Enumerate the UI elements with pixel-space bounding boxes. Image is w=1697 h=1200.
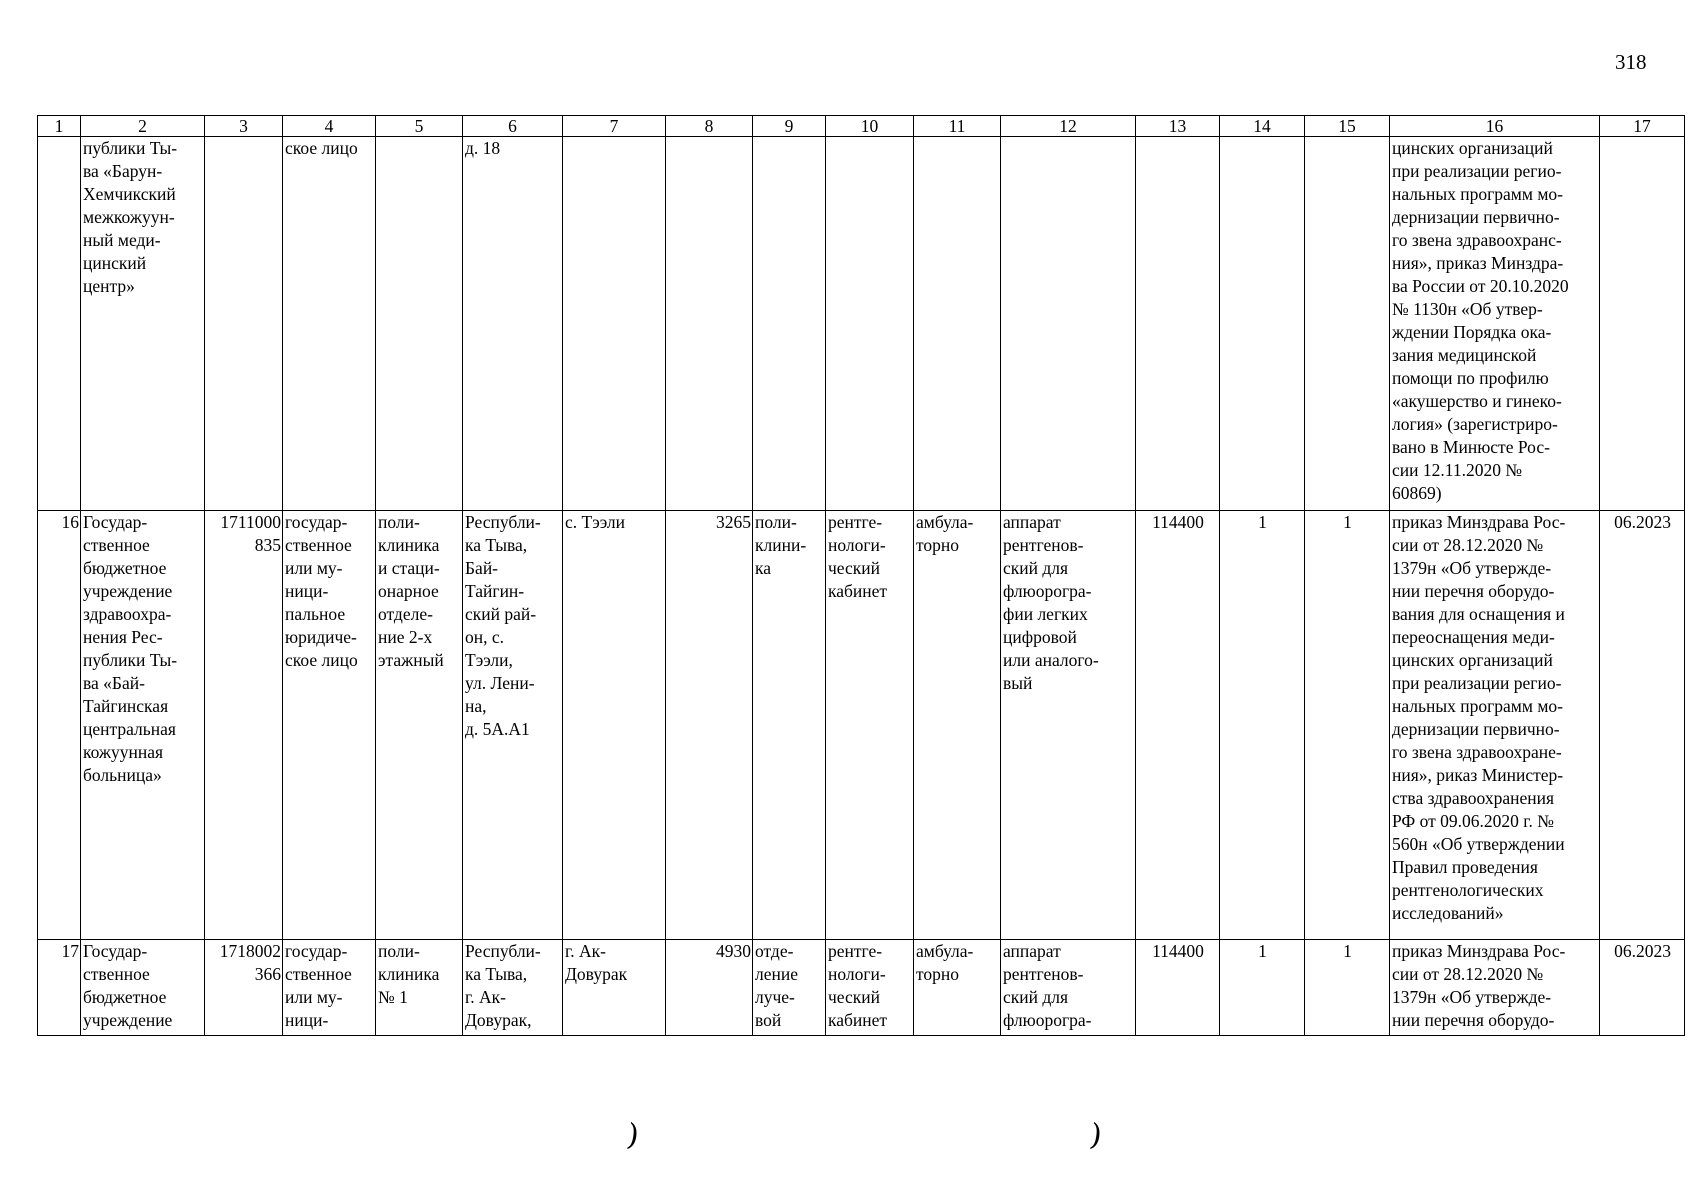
organization-cell: публики Ты- ва «Барун- Хемчикский межкожуун- ный меди- цинский центр» — [81, 137, 205, 511]
data-table — [37, 115, 1685, 1036]
department-cell — [753, 137, 826, 511]
row-number-cell — [38, 137, 81, 511]
locality-cell: с. Тээли — [563, 511, 666, 940]
date-cell: 06.2023 — [1600, 511, 1685, 940]
header-cell: 4 — [283, 116, 376, 137]
quantity-cell — [1220, 137, 1305, 511]
address-cell: д. 18 — [463, 137, 563, 511]
header-cell: 5 — [376, 116, 463, 137]
quantity-cell — [1305, 137, 1390, 511]
header-cell: 15 — [1305, 116, 1390, 137]
facility-type-cell: поли- клиника № 1 — [376, 940, 463, 1036]
population-cell: 4930 — [666, 940, 753, 1036]
code-cell — [1136, 137, 1220, 511]
legal-form-cell: государ- ственное или му- ници- — [283, 940, 376, 1036]
population-cell — [666, 137, 753, 511]
header-cell: 9 — [753, 116, 826, 137]
code-cell: 114400 — [1136, 511, 1220, 940]
header-cell: 2 — [81, 116, 205, 137]
row-number-cell: 16 — [38, 511, 81, 940]
population-cell: 3265 — [666, 511, 753, 940]
table-row — [38, 511, 1685, 940]
handwritten-mark: ) — [624, 1117, 642, 1154]
address-cell: Республи- ка Тыва, г. Ак- Довурак, — [463, 940, 563, 1036]
room-cell — [826, 137, 914, 511]
care-mode-cell: амбула- торно — [914, 940, 1001, 1036]
regulation-cell: цинских организаций при реализации регио- нальных программ мо- дернизации первично- го звена здравоохранс- ния», приказ Минздра- ва России от 20.10.2020 № 1130н «Об утвер- ждении Порядка ока- зания медицинской помощи по профилю «акушерство и гинеко- логия» (зарегистриро- вано в Минюсте Рос- сии 12.11.2020 № 60869) — [1390, 137, 1600, 511]
header-cell: 8 — [666, 116, 753, 137]
department-cell: поли- клини- ка — [753, 511, 826, 940]
handwritten-mark: ) — [1087, 1117, 1105, 1154]
legal-form-cell: государ- ственное или му- ници- пальное юридиче- ское лицо — [283, 511, 376, 940]
equipment-cell: аппарат рентгенов- ский для флюорогра- фии легких цифровой или аналого- вый — [1001, 511, 1136, 940]
header-cell: 6 — [463, 116, 563, 137]
header-cell: 11 — [914, 116, 1001, 137]
room-cell: рентге- нологи- ческий кабинет — [826, 940, 914, 1036]
header-cell: 1 — [38, 116, 81, 137]
address-cell: Республи- ка Тыва, Бай- Тайгин- ский рай- он, с. Тээли, ул. Лени- на, д. 5А.А1 — [463, 511, 563, 940]
locality-cell: г. Ак- Довурак — [563, 940, 666, 1036]
header-cell: 14 — [1220, 116, 1305, 137]
ogrn-cell — [205, 137, 283, 511]
quantity-cell: 1 — [1220, 511, 1305, 940]
department-cell: отде- ление луче- вой — [753, 940, 826, 1036]
quantity-cell: 1 — [1305, 511, 1390, 940]
header-cell: 16 — [1390, 116, 1600, 137]
regulation-cell: приказ Минздрава Рос- сии от 28.12.2020 № 1379н «Об утвержде- нии перечня оборудо- — [1390, 940, 1600, 1036]
code-cell: 114400 — [1136, 940, 1220, 1036]
room-cell: рентге- нологи- ческий кабинет — [826, 511, 914, 940]
equipment-cell — [1001, 137, 1136, 511]
row-number-cell: 17 — [38, 940, 81, 1036]
ogrn-cell: 1718002 366 — [205, 940, 283, 1036]
care-mode-cell — [914, 137, 1001, 511]
legal-form-cell: ское лицо — [283, 137, 376, 511]
table-row — [38, 940, 1685, 1036]
equipment-cell: аппарат рентгенов- ский для флюорогра- — [1001, 940, 1136, 1036]
locality-cell — [563, 137, 666, 511]
regulation-cell: приказ Минздрава Рос- сии от 28.12.2020 № 1379н «Об утвержде- нии перечня оборудо- вания для оснащения и переоснащения меди- цинских организаций при реализации регио- нальных программ мо- дернизации первично- го звена здравоохране- ния», риказ Министер- ства здравоохранения РФ от 09.06.2020 г. № 560н «Об утверждении Правил проведения рентгенологических исследований» — [1390, 511, 1600, 940]
header-cell: 7 — [563, 116, 666, 137]
quantity-cell: 1 — [1305, 940, 1390, 1036]
header-cell: 17 — [1600, 116, 1685, 137]
quantity-cell: 1 — [1220, 940, 1305, 1036]
date-cell: 06.2023 — [1600, 940, 1685, 1036]
date-cell — [1600, 137, 1685, 511]
organization-cell: Государ- ственное бюджетное учреждение — [81, 940, 205, 1036]
header-cell: 13 — [1136, 116, 1220, 137]
care-mode-cell: амбула- торно — [914, 511, 1001, 940]
page-number: 318 — [1615, 50, 1647, 74]
header-cell: 12 — [1001, 116, 1136, 137]
header-cell: 3 — [205, 116, 283, 137]
organization-cell: Государ- ственное бюджетное учреждение здравоохра- нения Рес- публики Ты- ва «Бай- Тайгинская центральная кожуунная больница» — [81, 511, 205, 940]
facility-type-cell: поли- клиника и стаци- онарное отделе- ние 2-х этажный — [376, 511, 463, 940]
facility-type-cell — [376, 137, 463, 511]
header-row — [38, 116, 1685, 137]
header-cell: 10 — [826, 116, 914, 137]
ogrn-cell: 1711000 835 — [205, 511, 283, 940]
table-row — [38, 137, 1685, 511]
